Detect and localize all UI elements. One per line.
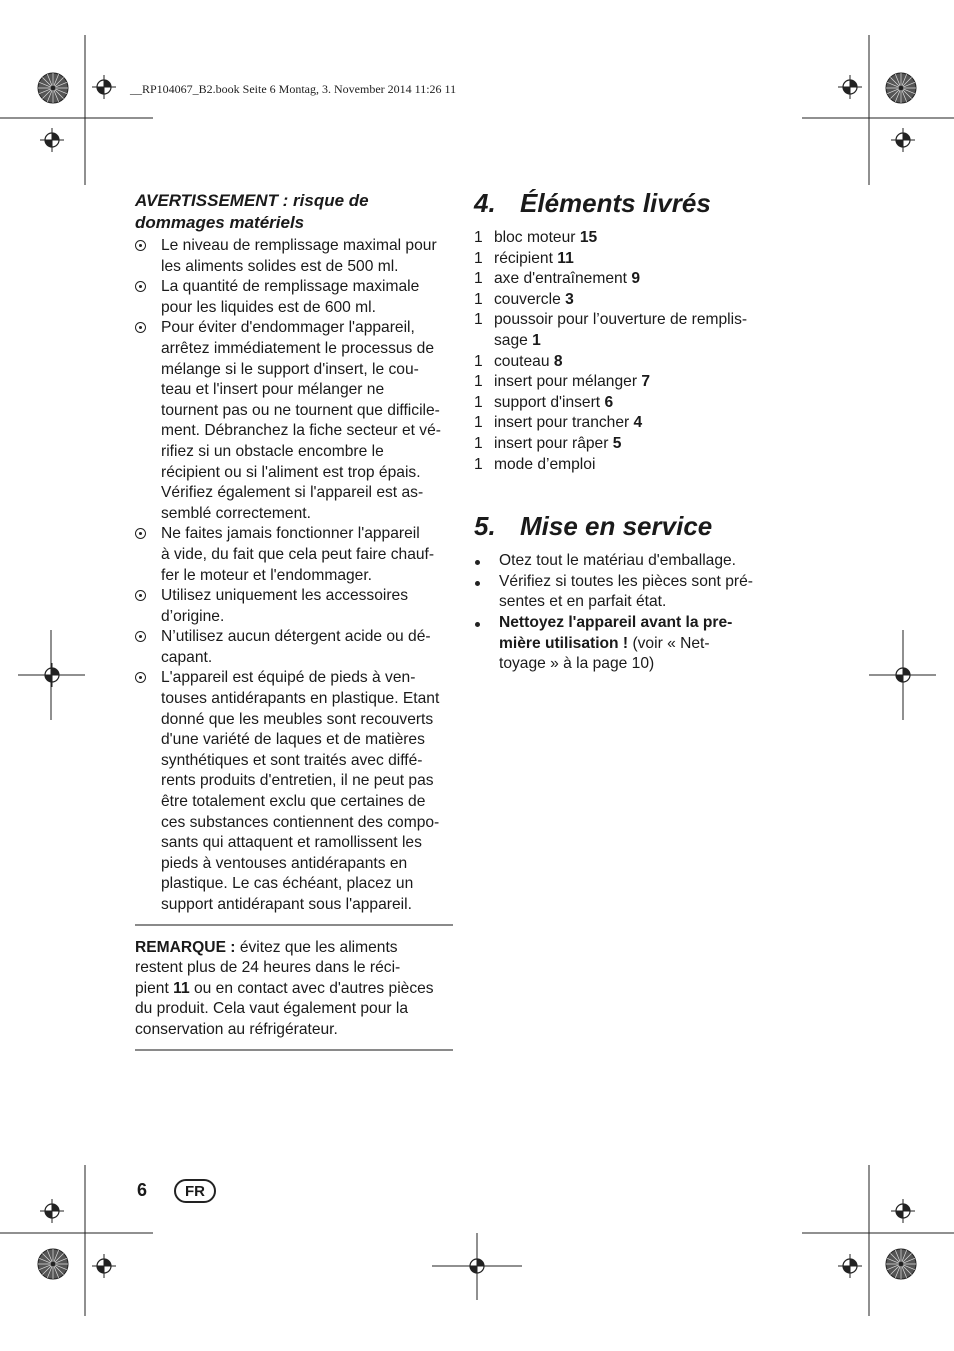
divider xyxy=(135,1049,453,1051)
dot-bullet-icon xyxy=(475,581,480,586)
list-item: 1 insert pour trancher 4 xyxy=(474,414,643,432)
circle-bullet-icon xyxy=(135,322,146,333)
circle-bullet-icon xyxy=(135,631,146,642)
list-item: L'appareil est équipé de pieds à ven- touses antidérapants en plastique. Etant donné que les meubles sont recouverts d'une variété de laques et de matières synthétiques et sont traités avec diffé- rents produits d'entretien, il ne peut pas être totalement exclu que certaines de ces substances contiennent des compo- sants qui attaquent et ramollissent les pieds à ventouses antidérapants en plastique. Le cas échéant, placez un support antidérapant sous l'appareil. xyxy=(135,668,453,915)
list-item: Ne faites jamais fonctionner l'appareil à vide, du fait que cela peut faire chauf- fer le moteur et l'endommager. xyxy=(135,524,453,586)
list-item: 1 support d'insert 6 xyxy=(474,393,614,411)
list-item: La quantité de remplissage maximale pour les liquides est de 600 ml. xyxy=(135,277,453,318)
section-4-heading: 4. Éléments livrés xyxy=(474,188,711,218)
list-item: 1 poussoir pour l’ouverture de remplis- sage 1 xyxy=(474,311,748,349)
list-item: Nettoyez l'appareil avant la pre- mière utilisation ! (voir « Net- toyage » à la page 10) xyxy=(474,613,794,675)
warning-title: AVERTISSEMENT : risque de dommages matériels xyxy=(135,191,369,232)
list-item: 1 insert pour mélanger 7 xyxy=(474,373,651,391)
list-item: 1 mode d’emploi xyxy=(474,455,596,473)
left-column xyxy=(135,190,453,1051)
delivered-items-list xyxy=(474,228,794,475)
divider xyxy=(135,924,453,926)
list-item: 1 couvercle 3 xyxy=(474,290,574,308)
language-badge: FR xyxy=(174,1179,216,1203)
section-5-heading: 5. Mise en service xyxy=(474,511,713,542)
list-item: 1 couteau 8 xyxy=(474,352,563,370)
right-column xyxy=(474,188,794,675)
list-item: 1 axe d'entraînement 9 xyxy=(474,270,641,288)
list-item: N’utilisez aucun détergent acide ou dé- capant. xyxy=(135,627,453,668)
setup-steps-list xyxy=(474,551,794,675)
list-item: Le niveau de remplissage maximal pour les aliments solides est de 500 ml. xyxy=(135,236,453,277)
dot-bullet-icon xyxy=(475,622,480,627)
page-number: 6 xyxy=(137,1180,148,1200)
note-label: REMARQUE : xyxy=(135,938,236,956)
list-item: Utilisez uniquement les accessoires d’origine. xyxy=(135,586,453,627)
circle-bullet-icon xyxy=(135,528,146,539)
list-item: Vérifiez si toutes les pièces sont pré- sentes et en parfait état. xyxy=(474,572,794,613)
circle-bullet-icon xyxy=(135,590,146,601)
circle-bullet-icon xyxy=(135,281,146,292)
note-block: REMARQUE : évitez que les aliments restent plus de 24 heures dans le réci- pient 11 ou en contact avec d'autres pièces du produit. Cela vaut également pour la conservation au réfrigérateur. xyxy=(135,938,434,1038)
list-item: 1 récipient 11 xyxy=(474,249,574,267)
list-item: Pour éviter d'endommager l'appareil, arrêtez immédiatement le processus de mélange si le support d'insert, le cou- teau et l'insert pour mélanger ne tournent pas ou ne tournent que difficile- ment. Débranchez la fiche secteur et vé- rifiez si un obstacle encombre le récipient ou si l'aliment est trop épais. Vérifiez également si l'appareil est as- semblé correctement. xyxy=(135,318,453,524)
list-item: 1 bloc moteur 15 xyxy=(474,229,598,246)
warning-list xyxy=(135,236,453,916)
circle-bullet-icon xyxy=(135,672,146,683)
section-5 xyxy=(474,511,794,675)
list-item: Otez tout le matériau d'emballage. xyxy=(474,551,794,572)
print-header: __RP104067_B2.book Seite 6 Montag, 3. November 2014 11:26 11 xyxy=(130,82,457,96)
list-item: 1 insert pour râper 5 xyxy=(474,434,622,452)
circle-bullet-icon xyxy=(135,240,146,251)
dot-bullet-icon xyxy=(475,560,480,565)
